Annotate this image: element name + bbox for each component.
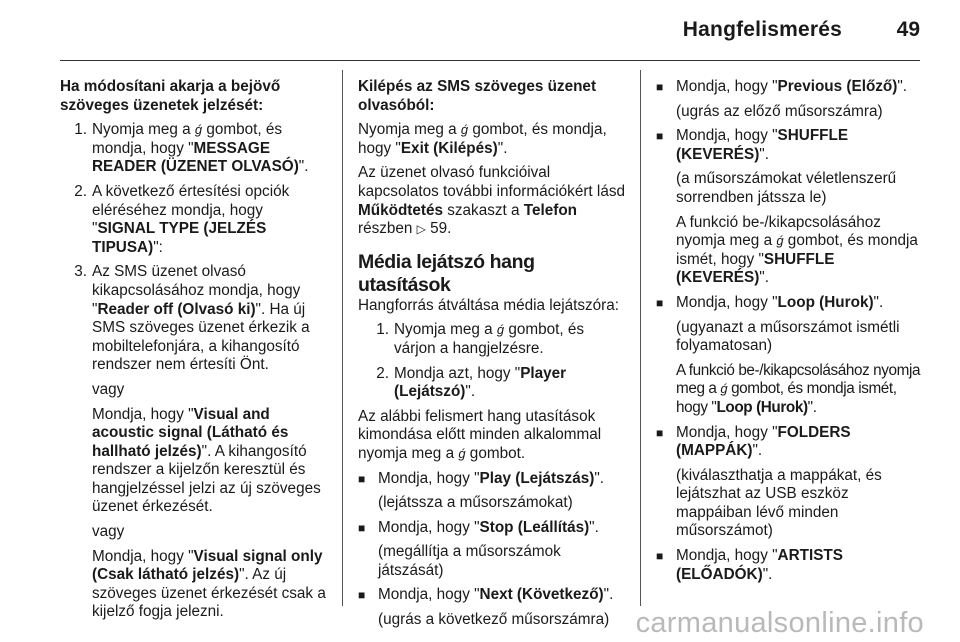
voice-command-icon: ǵ (720, 381, 728, 397)
column-divider-2 (640, 70, 641, 606)
step-text: Mondja azt, hogy "Player (Lejátszó)". (394, 364, 567, 401)
paragraph: Az üzenet olvasó funkcióival kapcsolatos további információkért lásd Működtetés szakaszt a Telefon részben ▷ 59. (358, 164, 625, 238)
bullet-item: ■ Mondja, hogy "Previous (Előző)". (656, 78, 908, 95)
bullet-description: (ugyanazt a műsorszámot ismétli folyamatosan) (676, 318, 900, 355)
paragraph: Az alábbi felismert hang utasítások kimondása előtt minden alkalommal nyomja meg a ǵ gombot. (358, 407, 602, 462)
page-header (0, 0, 960, 60)
bullet-square-icon: ■ (358, 588, 366, 603)
bullet-square-icon: ■ (656, 80, 664, 94)
column-divider-1 (342, 70, 343, 606)
or-text: vagy (92, 523, 125, 541)
bullet-square-icon: ■ (358, 520, 366, 535)
bullet-description: (ugrás az előző műsorszámra) (676, 102, 883, 120)
column-3 (656, 78, 924, 590)
bullet-description: (ugrás a következő műsorszámra) (378, 611, 610, 629)
bullet-square-icon: ■ (656, 295, 664, 310)
voice-command-icon: ǵ (194, 122, 203, 138)
section-title: Média lejátszó hang utasítások (358, 250, 535, 296)
bullet-item: ■ Mondja, hogy "Loop (Hurok)". (656, 293, 884, 311)
section-heading: Ha módosítani akarja a bejövő szöveges üzenetek jelzését: (60, 78, 281, 114)
bullet-item: ■ Mondja, hogy "Play (Lejátszás)". (358, 469, 604, 487)
bullet-square-icon: ■ (656, 549, 664, 564)
step-number: 2. (74, 182, 87, 200)
bullet-square-icon: ■ (358, 471, 366, 486)
step-number: 1. (74, 121, 87, 139)
column-1 (60, 78, 330, 634)
bullet-item: ■ Mondja, hogy "FOLDERS (MAPPÁK)". (656, 423, 851, 460)
step-number: 2. (376, 364, 389, 382)
bullet-description: A funkció be-/kikapcsolásához nyomja meg a ǵ gombot, és mondja ismét, hogy "Loop (Hurok)". (676, 361, 921, 416)
step-text: A következő értesítési opciók eléréséhez mondja, hogy "SIGNAL TYPE (JELZÉS TIPUSA)": (92, 182, 290, 256)
step-number: 1. (376, 321, 389, 339)
bullet-description: (kiválaszthatja a mappákat, és lejátszhat az USB eszköz mappáiban lévő minden műsorszámot) (676, 466, 882, 540)
page-title: Hangfelismerés (682, 18, 842, 41)
numbered-step (60, 121, 330, 177)
bullet-square-icon: ■ (656, 425, 664, 440)
bullet-description: (lejátssza a műsorszámokat) (378, 494, 573, 512)
numbered-step (60, 263, 330, 628)
header-divider (60, 60, 920, 61)
step-text: Az SMS üzenet olvasó kikapcsolásához mondja, hogy "Reader off (Olvasó ki)". Ha új SMS szöveges üzenet érkezik a mobiltelefonjára, a kihangosító rendszer nem értesíti Önt. vagy Mondja, hogy "Visual and acoustic signal (Látható és hallható jelzés)". A kihangosító rendszer a kijelzőn keresztül és hangjelzéssel jelzi az új szöveges üzenet érkezését. vagy Mondja, hogy "Visual signal only (Csak látható jelzés)". Az új szöveges üzenet érkezését csak a kijelző fogja jelezni. (92, 263, 330, 628)
bullet-description: (a műsorszámokat véletlenszerű sorrendben játssza le) (676, 170, 897, 206)
step-text: Nyomja meg a ǵ gombot, és várjon a hangjelzésre. (394, 321, 585, 357)
step-text: Nyomja meg a ǵ gombot, és mondja, hogy "MESSAGE READER (ÜZENET OLVASÓ)". (92, 121, 309, 176)
numbered-step (362, 365, 628, 402)
step-number: 3. (74, 263, 87, 281)
page-number: 49 (896, 18, 920, 41)
voice-command-icon: ǵ (496, 322, 505, 338)
paragraph: Nyomja meg a ǵ gombot, és mondja, hogy "Exit (Kilépés)". (358, 121, 607, 157)
bullet-item: ■ Mondja, hogy "Next (Következő)". (358, 586, 614, 604)
bullet-square-icon: ■ (656, 129, 664, 144)
paragraph: Hangforrás átváltása média lejátszóra: (358, 296, 620, 314)
or-text: vagy (92, 380, 125, 398)
watermark-link[interactable]: carmanualsonline.info (635, 607, 924, 639)
voice-command-icon: ǵ (776, 233, 784, 249)
numbered-step (60, 183, 330, 257)
bullet-description: A funkció be-/kikapcsolásához nyomja meg a ǵ gombot, és mondja ismét, hogy "SHUFFLE (KEVERÉS)". (676, 213, 918, 287)
voice-command-icon: ǵ (458, 445, 466, 461)
page-reference: 59. (425, 220, 452, 238)
bullet-description: (megállítja a műsorszámok játszását) (378, 543, 561, 579)
bullet-item: ■ Mondja, hogy "ARTISTS (ELŐADÓK)". (656, 547, 843, 583)
bullet-item: ■ Mondja, hogy "SHUFFLE (KEVERÉS)". (656, 127, 849, 163)
voice-command-icon: ǵ (460, 122, 469, 138)
bullet-item: ■ Mondja, hogy "Stop (Leállítás)". (358, 518, 599, 536)
column-2 (358, 78, 628, 636)
page-reference-arrow-icon: ▷ (416, 222, 426, 237)
numbered-step (362, 321, 628, 358)
section-heading: Kilépés az SMS szöveges üzenet olvasóból: (358, 78, 597, 114)
